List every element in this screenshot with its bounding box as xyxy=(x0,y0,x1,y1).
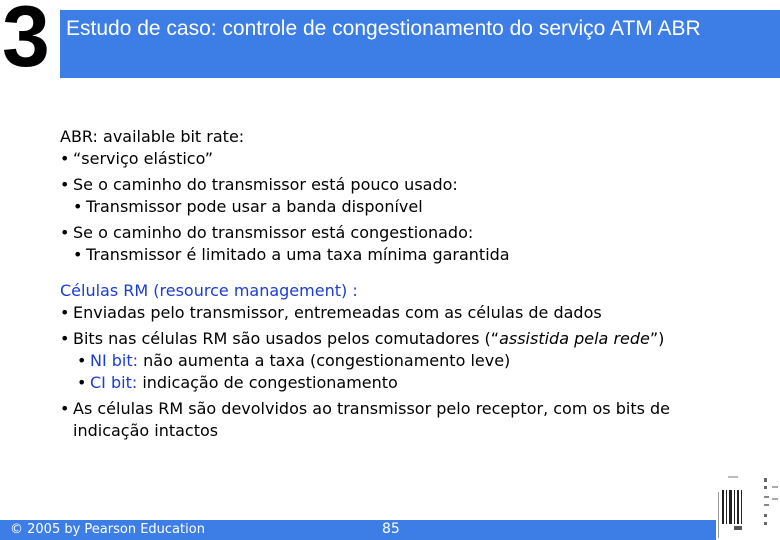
title-bar xyxy=(60,10,780,78)
rm-item3 xyxy=(60,398,760,420)
bullet-icon: • xyxy=(60,223,70,242)
rm-item3-line1: As células RM são devolvidos ao transmissor pelo receptor, com os bits de xyxy=(73,399,671,418)
ci-bit-text: indicação de congestionamento xyxy=(137,373,398,392)
chapter-number: 3 xyxy=(2,0,50,85)
abr-elastic-text: “serviço elástico” xyxy=(73,149,214,168)
footer-bar xyxy=(0,520,740,540)
slide-title: Estudo de caso: controle de congestionamento do serviço ATM ABR xyxy=(66,17,701,40)
rm-item1-text: Enviadas pelo transmissor, entremeadas com as células de dados xyxy=(73,303,602,322)
rm-item2-prefix: Bits nas células RM são usados pelos comutadores (“ xyxy=(73,329,500,348)
bullet-icon: • xyxy=(73,197,83,216)
bullet-icon: • xyxy=(77,373,87,392)
rm-item3-line2: indicação intactos xyxy=(73,421,219,440)
bullet-icon: • xyxy=(60,329,70,348)
rm-heading: Células RM (resource management) : xyxy=(60,281,358,300)
rm-ni-subitem xyxy=(60,350,760,372)
abr-case2-item xyxy=(60,222,760,244)
rm-ci-subitem xyxy=(60,372,760,394)
abr-case2-text: Se o caminho do transmissor está congestionado: xyxy=(73,223,474,242)
bullet-icon: • xyxy=(73,245,83,264)
bullet-icon: • xyxy=(60,149,70,168)
abr-case1-text: Se o caminho do transmissor está pouco usado: xyxy=(73,175,458,194)
rm-item1 xyxy=(60,302,760,324)
abr-case2-subtext: Transmissor é limitado a uma taxa mínima garantida xyxy=(86,245,510,264)
rm-item3-continuation xyxy=(60,420,760,442)
bullet-icon: • xyxy=(60,399,70,418)
abr-heading: ABR: available bit rate: xyxy=(60,127,245,146)
bullet-icon: • xyxy=(77,351,87,370)
abr-case1-item xyxy=(60,174,760,196)
slide-content xyxy=(60,126,760,442)
abr-case1-subtext: Transmissor pode usar a banda disponível xyxy=(86,197,423,216)
ni-bit-text: não aumenta a taxa (congestionamento leve) xyxy=(138,351,511,370)
barcode-icon xyxy=(716,472,780,540)
bullet-icon: • xyxy=(60,303,70,322)
abr-case1-subitem xyxy=(60,196,760,218)
footer-copyright: © 2005 by Pearson Education xyxy=(10,522,205,537)
abr-elastic-item xyxy=(60,148,760,170)
bullet-icon: • xyxy=(60,175,70,194)
rm-item2-emphasis: assistida pela rede xyxy=(499,329,650,348)
ci-bit-label: CI bit: xyxy=(90,373,138,392)
rm-item2-suffix: ”) xyxy=(649,329,665,348)
rm-item2 xyxy=(60,328,760,350)
abr-case2-subitem xyxy=(60,244,760,266)
page-number: 85 xyxy=(382,521,400,537)
ni-bit-label: NI bit: xyxy=(90,351,139,370)
